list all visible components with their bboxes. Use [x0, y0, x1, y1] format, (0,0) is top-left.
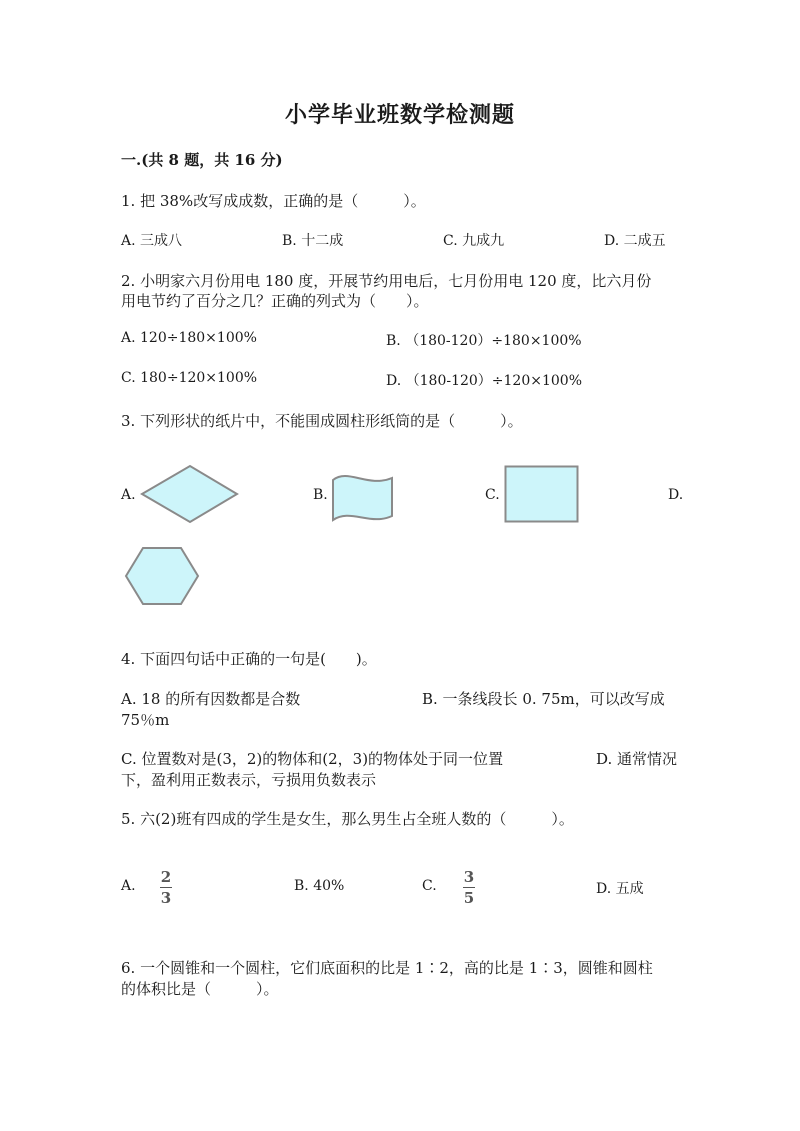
q5-option-c-fraction	[463, 870, 475, 905]
question-3-stem: 3. 下列形状的纸片中，不能围成圆柱形纸筒的是（ ）。	[121, 412, 523, 430]
rectangle-icon	[504, 465, 580, 523]
q5-option-a-label: A.	[121, 878, 136, 894]
q1-option-c: C. 九成九	[443, 233, 505, 249]
q2-option-a: A. 120÷180×100%	[121, 330, 257, 346]
fraction-bar	[463, 887, 475, 888]
fraction-denominator: 5	[463, 889, 475, 907]
question-2-stem-line2: 用电节约了百分之几？正确的列式为（ ）。	[121, 292, 429, 310]
q4-option-a: A. 18 的所有因数都是合数	[121, 690, 301, 708]
fraction-numerator: 3	[463, 868, 475, 886]
question-4-stem: 4. 下面四句话中正确的一句是( )。	[121, 650, 377, 668]
rhombus-icon	[140, 464, 240, 524]
page-title: 小学毕业班数学检测题	[284, 102, 515, 128]
q3-option-c: C.	[485, 487, 500, 503]
q3-option-a: A.	[121, 487, 136, 503]
q5-option-a-fraction	[160, 870, 172, 905]
q4-option-d-line1: D. 通常情况	[596, 750, 678, 768]
q4-option-d-line2: 下，盈利用正数表示，亏损用负数表示	[121, 771, 377, 789]
q2-option-d: D. （180-120）÷120×100%	[386, 373, 583, 389]
q5-option-d: D. 五成	[596, 881, 644, 897]
q5-option-c-label: C.	[422, 878, 437, 894]
q4-option-c: C. 位置数对是(3，2)的物体和(2，3)的物体处于同一位置	[121, 750, 504, 768]
q3-option-d: D.	[668, 487, 684, 503]
section-header: 一.(共 8 题，共 16 分)	[121, 151, 283, 169]
q1-option-a: A. 三成八	[121, 233, 183, 249]
fraction-bar	[160, 887, 172, 888]
question-6-stem-line2: 的体积比是（ ）。	[121, 980, 279, 998]
q1-option-b: B. 十二成	[282, 233, 344, 249]
question-6-stem-line1: 6. 一个圆锥和一个圆柱，它们底面积的比是 1∶2，高的比是 1∶3，圆锥和圆柱	[121, 959, 653, 977]
q1-option-d: D. 二成五	[604, 233, 666, 249]
q4-option-b-line1: B. 一条线段长 0. 75m，可以改写成	[422, 690, 665, 708]
fraction-numerator: 2	[160, 868, 172, 886]
q2-option-c: C. 180÷120×100%	[121, 370, 258, 386]
wavy-rectangle-icon	[330, 470, 396, 526]
hexagon-icon	[124, 546, 200, 606]
q5-option-b: B. 40%	[294, 878, 345, 894]
fraction-denominator: 3	[160, 889, 172, 907]
q3-option-b: B.	[313, 487, 328, 503]
question-1-stem: 1. 把 38%改写成成数，正确的是（ ）。	[121, 192, 426, 210]
q4-option-b-line2: 75％m	[121, 711, 170, 729]
q2-option-b: B. （180-120）÷180×100%	[386, 333, 582, 349]
question-5-stem: 5. 六(2)班有四成的学生是女生，那么男生占全班人数的（ ）。	[121, 810, 574, 828]
question-2-stem-line1: 2. 小明家六月份用电 180 度，开展节约用电后，七月份用电 120 度，比六月份	[121, 272, 652, 290]
